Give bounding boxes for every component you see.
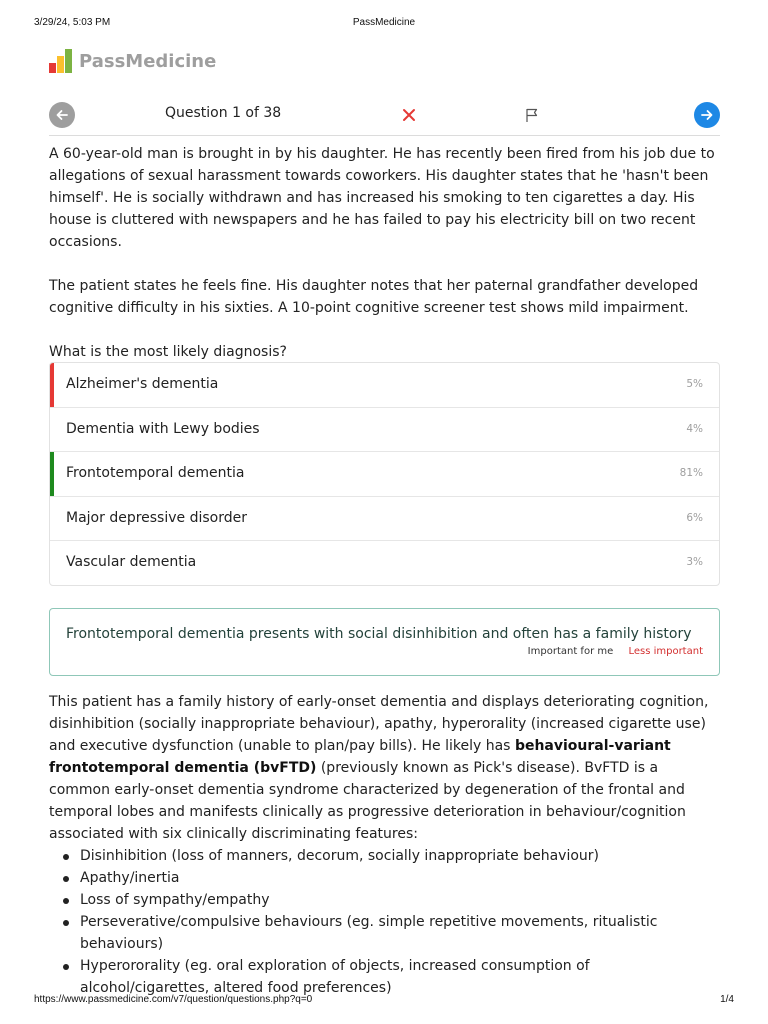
diagnosis-highlight: behavioural-variant frontotemporal dementia (bvFTD) [49,738,671,776]
less-important-link[interactable]: Less important [628,646,703,657]
answer-explanation [49,691,721,999]
list-item: Disinhibition (loss of manners, decorum, socially inappropriate behaviour) [49,845,721,867]
answer-option-percent: 81% [679,467,703,480]
passmedicine-logo[interactable] [49,47,216,73]
print-page-title: PassMedicine [352,17,416,28]
arrow-left-icon [55,108,69,122]
features-list [49,845,721,999]
stem-paragraph: A 60-year-old man is brought in by his daughter. He has recently been fired from his job due to allegations of sexual harassment towards coworkers. His daughter states that he 'hasn't been himself'. He is socially withdrawn and has increased his smoking to ten cigarettes a day. His house is cluttered with newspapers and he has failed to pay his electricity bill on two recent occasions. [49,146,715,250]
flag-icon[interactable] [524,107,540,123]
answer-option-percent: 6% [686,511,703,524]
arrow-right-icon [700,108,714,122]
incorrect-answer-marker [50,363,54,407]
answer-option[interactable] [50,408,719,453]
answer-option-percent: 5% [686,378,703,390]
close-icon[interactable] [401,107,417,123]
print-header [34,17,734,31]
explanation-text: This patient has a family history of early-onset dementia and displays deteriorating cognition, disinhibition (socially inappropriate behaviour), apathy, hyperorality (increased cigarette use) and executive dysfunction (unable to plan/pay bills). He likely has [49,694,709,754]
print-datetime: 3/29/24, 5:03 PM [34,17,111,28]
explanation-paragraph [49,691,721,845]
answer-option[interactable] [50,497,719,542]
answer-option-percent: 4% [686,422,703,435]
print-page-number: 1/4 [720,994,734,1005]
key-point-rating [528,646,703,657]
explanation-text: (previously known as Pick's disease). BvFTD is a common early-onset dementia syndrome characterized by degeneration of the frontal and temporal lobes and manifests clinically as progressive deterioration in behaviour/cognition associated with six clinically discriminating features: [49,760,686,842]
answer-option[interactable] [50,363,719,408]
previous-question-button[interactable] [49,102,75,128]
bar-chart-logo-icon [49,49,73,73]
answer-option-label: Major depressive disorder [66,509,247,526]
important-for-me-link[interactable]: Important for me [527,646,614,657]
answer-option[interactable] [50,452,719,497]
answer-option-label: Alzheimer's dementia [66,376,219,392]
answer-option[interactable] [50,541,719,586]
question-nav-bar [49,98,720,136]
list-item: Hyperororality (eg. oral exploration of objects, increased consumption of alcohol/cigarettes, altered food preferences) [49,955,721,999]
list-item: Perseverative/compulsive behaviours (eg. simple repetitive movements, ritualistic behaviours) [49,911,721,955]
question-counter: Question 1 of 38 [165,105,282,121]
key-point-box [49,608,720,676]
answer-option-label: Vascular dementia [66,554,197,571]
answer-options-list [49,362,720,586]
list-item: Loss of sympathy/empathy [49,889,721,911]
logo-text: PassMedicine [79,51,217,72]
print-url: https://www.passmedicine.com/v7/question/questions.php?q=0 [34,994,313,1005]
list-item: Apathy/inertia [49,867,721,889]
correct-answer-marker [50,452,54,496]
question-stem [49,143,721,385]
answer-option-percent: 3% [686,556,703,569]
question-prompt: What is the most likely diagnosis? [49,344,287,360]
next-question-button[interactable] [694,102,720,128]
answer-option-label: Dementia with Lewy bodies [66,420,260,437]
key-point-text: Frontotemporal dementia presents with social disinhibition and often has a family history [66,626,692,642]
answer-option-label: Frontotemporal dementia [66,465,245,482]
stem-paragraph: The patient states he feels fine. His daughter notes that her paternal grandfather developed cognitive difficulty in his sixties. A 10-point cognitive screener test shows mild impairment. [49,278,699,316]
